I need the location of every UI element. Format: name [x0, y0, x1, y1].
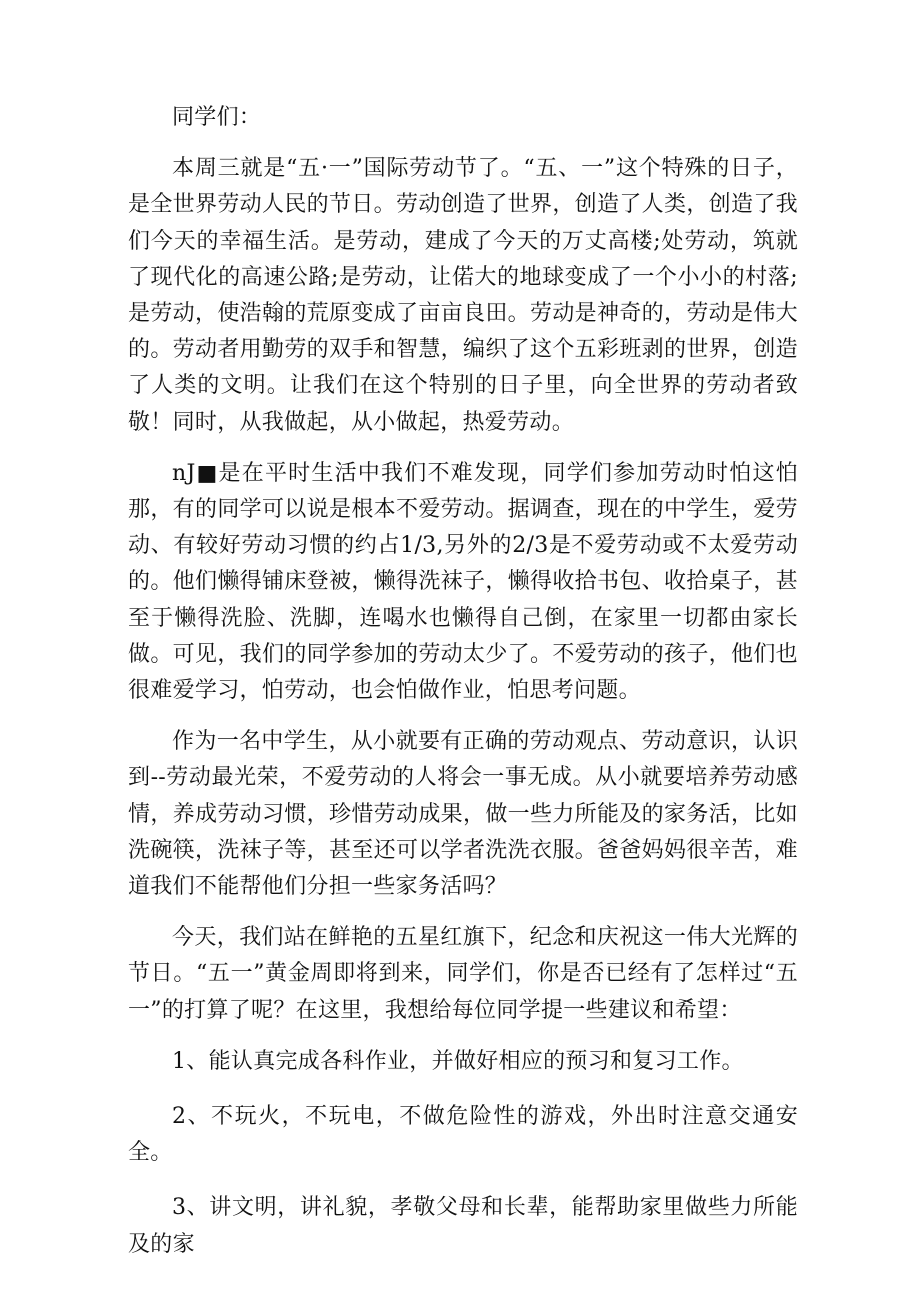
paragraph-survey: nJ■是在平时生活中我们不难发现，同学们参加劳动时怕这怕那，有的同学可以说是根本不爱劳动。据调查，现在的中学生，爱劳动、有较好劳动习惯的约占1/3,另外的2/3是不爱劳动或不太爱劳动的。他们懒得铺床登被，懒得洗袜子，懒得收拾书包、收拾桌子，甚至于懒得洗脸、洗脚，连喝水也懒得自己倒，在家里一切都由家长做。可见，我们的同学参加的劳动太少了。不爱劳动的孩子，他们也很难爱学习，怕劳动，也会怕做作业，怕思考问题。	[128, 460, 798, 704]
list-item-homework: 1、能认真完成各科作业，并做好相应的预习和复习工作。	[172, 1048, 744, 1074]
list-item-safety: 2、不玩火，不玩电，不做危险性的游戏，外出时注意交通安全。	[128, 1104, 798, 1166]
list-item-manners: 3、讲文明，讲礼貌，孝敬父母和长辈，能帮助家里做些力所能及的家	[128, 1195, 798, 1257]
paragraph-labor-day: 本周三就是“五·一”国际劳动节了。“五、一”这个特殊的日子，是全世界劳动人民的节日。劳动创造了世界，创造了人类，创造了我们今天的幸福生活。是劳动，建成了今天的万丈高楼;处劳动，筑就了现代化的高速公路;是劳动，让偌大的地球变成了一个小小的村落;是劳动，使浩翰的荒原变成了亩亩良田。劳动是神奇的，劳动是伟大的。劳动者用勤劳的双手和智慧，编织了这个五彩班剥的世界，创造了人类的文明。让我们在这个特别的日子里，向全世界的劳动者致敬！同时，从我做起，从小做起，热爱劳动。	[128, 156, 798, 435]
document-page	[128, 100, 798, 1282]
paragraph-suggestions-intro: 今天，我们站在鲜艳的五星红旗下，纪念和庆祝这一伟大光辉的节日。“五一”黄金周即将到来，同学们，你是否已经有了怎样过“五一”的打算了呢？在这里，我想给每位同学提一些建议和希望：	[128, 925, 798, 1023]
paragraph-student-duty: 作为一名中学生，从小就要有正确的劳动观点、劳动意识，认识到--劳动最光荣，不爱劳动的人将会一事无成。从小就要培养劳动感情，养成劳动习惯，珍惜劳动成果，做一些力所能及的家务活，比如洗碗筷，洗袜子等，甚至还可以学者洗洗衣服。爸爸妈妈很辛苦，难道我们不能帮他们分担一些家务活吗？	[128, 729, 798, 900]
greeting: 同学们：	[172, 105, 262, 130]
